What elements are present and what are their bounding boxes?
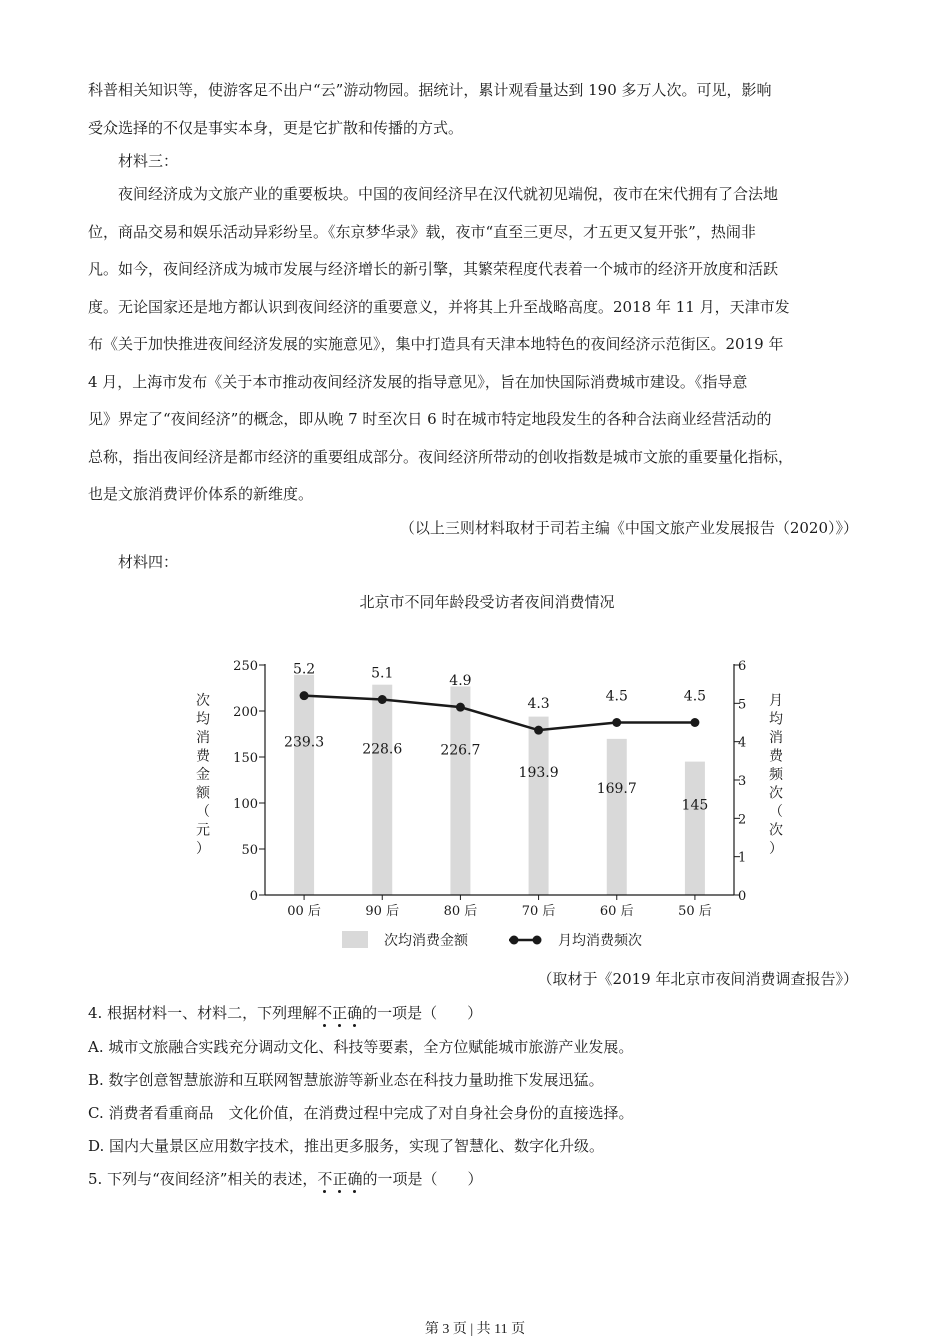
y-tick-label-left: 0	[249, 889, 258, 904]
y-tick-label-right: 6	[738, 659, 747, 674]
option-a: A. 城市文旅融合实践充分调动文化、科技等要素，全方位赋能城市旅游产业发展。	[88, 1038, 634, 1056]
y-axis-label-left: 次均消费金额（元）	[196, 693, 210, 857]
y-tick-label-left: 100	[233, 797, 258, 812]
bar	[294, 675, 314, 895]
option-c: C. 消费者看重商品 文化价值，在消费过程中完成了对自身社会身份的直接选择。	[88, 1104, 634, 1122]
paragraph-line: 受众选择的不仅是事实本身，更是它扩散和传播的方式。	[88, 118, 464, 137]
frequency-value-label: 4.5	[605, 688, 628, 705]
paragraph-line: 位，商品交易和娱乐活动异彩纷呈。《东京梦华录》载，夜市“直至三更尽，才五更又复开张”，热闹非	[88, 222, 756, 241]
option-d: D. 国内大量景区应用数字技术，推出更多服务，实现了智慧化、数字化升级。	[88, 1137, 605, 1155]
question-stem-tail: 的一项是（ ）	[362, 1004, 483, 1022]
frequency-point	[300, 691, 309, 700]
frequency-point	[456, 703, 465, 712]
x-tick-label: 80 后	[443, 904, 478, 919]
y-tick-label-right: 3	[738, 774, 747, 789]
paragraph-line: 见》界定了“夜间经济”的概念，即从晚 7 时至次日 6 时在城市特定地段发生的各种合法商业经营活动的	[88, 410, 772, 428]
bar	[685, 762, 705, 895]
frequency-value-label: 5.1	[371, 665, 394, 682]
bar-value-label: 145	[681, 797, 709, 814]
emphasis-char: 正	[332, 1170, 348, 1188]
question-stem: 4. 根据材料一、材料二，下列理解	[88, 1004, 318, 1022]
frequency-value-label: 4.3	[527, 696, 550, 713]
emphasis-char: 确	[347, 1170, 363, 1188]
night-consumption-chart	[0, 585, 950, 970]
x-tick-label: 90 后	[365, 904, 400, 919]
frequency-value-label: 4.5	[683, 688, 707, 705]
paragraph-line: 度。无论国家还是地方都认识到夜间经济的重要意义，并将其上升至战略高度。2018 年 11 月，天津市发	[88, 297, 790, 316]
top-paragraph	[88, 72, 860, 147]
material3-source: （以上三则材料取材于司若主编《中国文旅产业发展报告（2020）》）	[399, 519, 858, 537]
y-tick-label-right: 0	[738, 889, 747, 904]
question-stem-tail: 的一项是（ ）	[362, 1170, 483, 1188]
legend-marker-right	[533, 936, 542, 945]
material3-paragraph	[88, 176, 860, 514]
page-footer: 第 3 页 | 共 11 页	[424, 1322, 526, 1337]
x-tick-label: 70 后	[521, 904, 556, 919]
paragraph-line: 凡。如今，夜间经济成为城市发展与经济增长的新引擎，其繁荣程度代表着一个城市的经济开放度和活跃	[88, 260, 779, 278]
chart-legend	[342, 931, 642, 949]
material4-source: （取材于《2019 年北京市夜间消费调查报告》）	[537, 970, 858, 988]
legend-label-bar: 次均消费金额	[384, 933, 468, 949]
legend-label-line: 月均消费频次	[558, 933, 642, 949]
frequency-point	[534, 726, 543, 735]
emphasis-char: 确	[347, 1004, 363, 1022]
y-axis-label-right: 月均消费频次（次）	[769, 693, 783, 857]
bar	[372, 685, 392, 895]
option-b: B. 数字创意智慧旅游和互联网智慧旅游等新业态在科技力量助推下发展迅猛。	[88, 1071, 604, 1089]
y-tick-label-right: 5	[738, 697, 747, 713]
chart-title: 北京市不同年龄段受访者夜间消费情况	[359, 593, 615, 611]
question-5	[88, 1168, 482, 1189]
emphasis-char: 不	[317, 1170, 333, 1188]
frequency-value-label: 5.2	[292, 661, 316, 678]
bar	[607, 739, 627, 895]
frequency-point	[378, 695, 387, 704]
paragraph-line: 科普相关知识等，使游客足不出户“云”游动物园。据统计，累计观看量达到 190 多万人次。可见，影响	[88, 81, 772, 99]
bar-value-label: 228.6	[362, 741, 403, 758]
bar-value-label: 239.3	[284, 734, 325, 751]
paragraph-line: 也是文旅消费评价体系的新维度。	[88, 485, 314, 503]
x-tick-label: 00 后	[287, 904, 321, 919]
legend-marker-left	[510, 936, 519, 945]
bar-value-label: 226.7	[440, 742, 481, 759]
emphasis-char: 不	[317, 1004, 333, 1022]
emphasis-char: 正	[332, 1004, 348, 1022]
bar-value-label: 193.9	[518, 764, 559, 781]
bar-value-label: 169.7	[596, 781, 637, 798]
question-stem: 5. 下列与“夜间经济”相关的表述，	[88, 1170, 318, 1188]
emphasis-text	[317, 1004, 362, 1022]
material4-label: 材料四：	[118, 553, 179, 571]
frequency-value-label: 4.9	[449, 673, 472, 690]
x-tick-label: 50 后	[678, 904, 712, 919]
x-tick-label: 60 后	[599, 904, 634, 919]
bar	[450, 686, 470, 895]
y-tick-label-left: 150	[233, 751, 258, 766]
frequency-line	[304, 696, 695, 731]
y-tick-label-right: 4	[738, 735, 747, 751]
question-4	[88, 1002, 482, 1023]
paragraph-line: 总称，指出夜间经济是都市经济的重要组成部分。夜间经济所带动的创收指数是城市文旅的重要量化指标，	[88, 447, 794, 466]
paragraph-line: 夜间经济成为文旅产业的重要板块。中国的夜间经济早在汉代就初见端倪，夜市在宋代拥有了合法地	[118, 185, 779, 203]
y-tick-label-left: 250	[233, 659, 258, 674]
y-tick-label-left: 50	[241, 843, 258, 858]
y-tick-label-right: 1	[738, 850, 747, 866]
frequency-point	[690, 718, 699, 727]
y-tick-label-left: 200	[233, 705, 258, 720]
material3-label: 材料三：	[118, 152, 179, 170]
bar	[529, 717, 549, 895]
paragraph-line: 布《关于加快推进夜间经济发展的实施意见》，集中打造具有天津本地特色的夜间经济示范街区。2019 年	[88, 335, 784, 353]
y-tick-label-right: 2	[738, 812, 747, 828]
paragraph-line: 4 月，上海市发布《关于本市推动夜间经济发展的指导意见》，旨在加快国际消费城市建设。《指导意	[88, 372, 748, 391]
frequency-point	[612, 718, 621, 727]
legend-swatch-bar	[342, 931, 368, 948]
emphasis-text	[317, 1170, 362, 1188]
